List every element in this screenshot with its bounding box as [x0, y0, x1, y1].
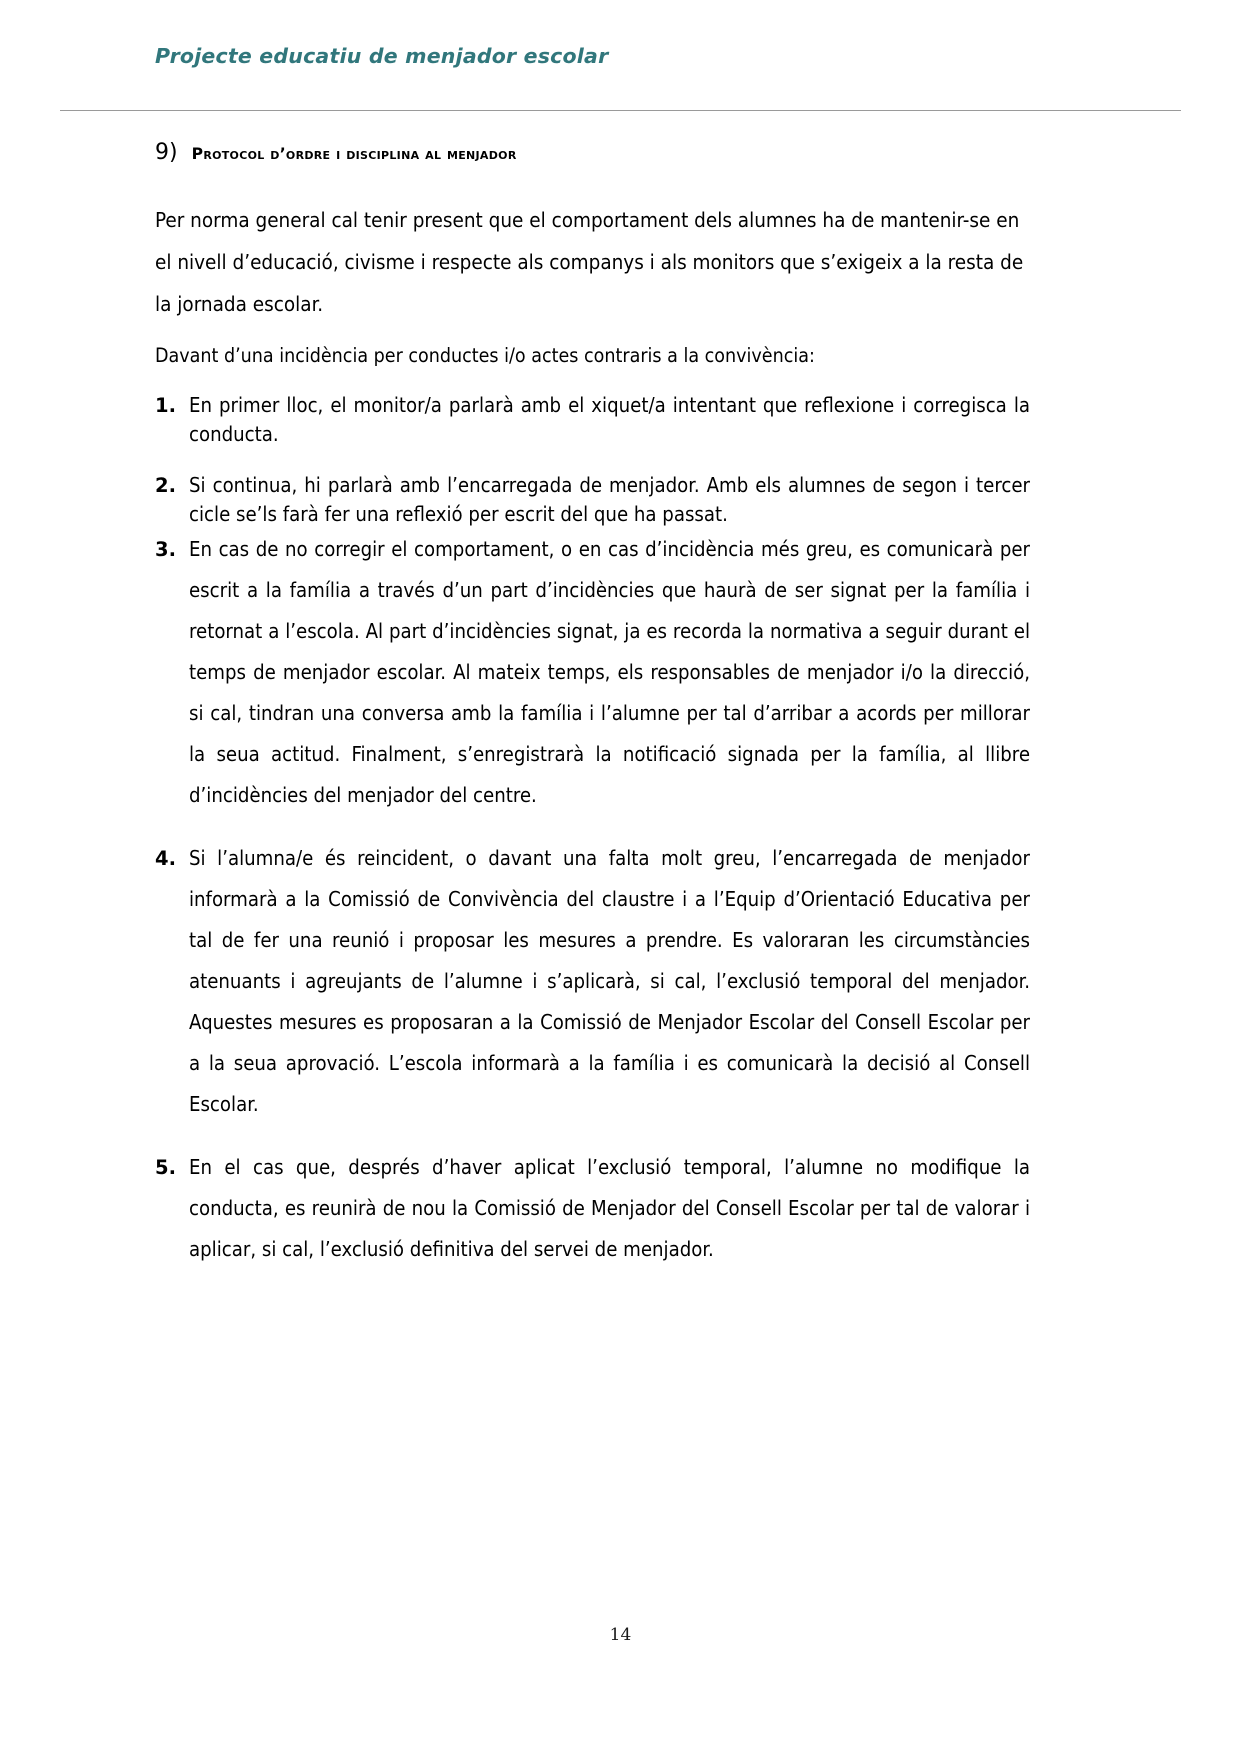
- list-marker: 1.: [155, 394, 176, 417]
- list-item-text: En cas de no corregir el comportament, o en cas d’incidència més greu, es comunicarà per escrit a la família a través d’un part d’incidències que haurà de ser signat per la família i retornat a l’escola. Al part d’incidències signat, ja es recorda la normativa a seguir durant el temps de menjador escolar. Al mateix temps, els responsables de menjador i/o la direcció, si cal, tindran una conversa amb la família i l’alumne per tal d’arribar a acords per millorar la seua actitud. Finalment, s’enregistrarà la notificació signada per la família, al llibre d’incidències del menjador del centre.: [189, 537, 1030, 807]
- header-divider: [60, 110, 1181, 111]
- section-title: Protocol d’ordre i disciplina al menjador: [191, 145, 517, 163]
- page-number: 14: [609, 1625, 632, 1645]
- header-title: Projecte educatiu de menjador escolar: [155, 44, 609, 68]
- list-marker: 2.: [155, 474, 176, 497]
- list-marker: 4.: [155, 847, 176, 870]
- section-number: 9): [155, 140, 178, 165]
- list-item-text: Si l’alumna/e és reincident, o davant una falta molt greu, l’encarregada de menjador informarà a la Comissió de Convivència del claustre i a l’Equip d’Orientació Educativa per tal de fer una reunió i proposar les mesures a prendre. Es valoraran les circumstàncies atenuants i agreujants de l’alumne i s’aplicarà, si cal, l’exclusió temporal del menjador. Aquestes mesures es proposaran a la Comissió de Menjador Escolar del Consell Escolar per a la seua aprovació. L’escola informarà a la família i es comunicarà la decisió al Consell Escolar.: [189, 846, 1030, 1116]
- intro-paragraph: Per norma general cal tenir present que el comportament dels alumnes ha de mantenir-se en el nivell d’educació, civisme i respecte als companys i als monitors que s’exigeix a la resta de la jornada escolar.: [155, 208, 1024, 316]
- list-item: [155, 471, 1030, 529]
- list-item: [155, 529, 1030, 816]
- list-marker: 3.: [155, 538, 176, 561]
- lead-paragraph: Davant d’una incidència per conductes i/o actes contraris a la convivència:: [155, 344, 815, 367]
- list-item-text: Si continua, hi parlarà amb l’encarregada de menjador. Amb els alumnes de segon i tercer cicle se’ls farà fer una reflexió per escrit del que ha passat.: [189, 473, 1030, 526]
- protocol-list: [155, 391, 1030, 1270]
- list-item: [155, 838, 1030, 1125]
- list-item: [155, 391, 1030, 449]
- list-marker: 5.: [155, 1156, 176, 1179]
- page-header: [60, 44, 1181, 114]
- list-item: [155, 1147, 1030, 1270]
- page-content: [155, 140, 1030, 1292]
- section-heading: [155, 140, 1030, 165]
- list-item-text: En el cas que, després d’haver aplicat l’exclusió temporal, l’alumne no modifique la conducta, es reunirà de nou la Comissió de Menjador del Consell Escolar per tal de valorar i aplicar, si cal, l’exclusió definitiva del servei de menjador.: [189, 1155, 1030, 1261]
- list-item-text: En primer lloc, el monitor/a parlarà amb el xiquet/a intentant que reflexione i corregisca la conducta.: [189, 393, 1030, 446]
